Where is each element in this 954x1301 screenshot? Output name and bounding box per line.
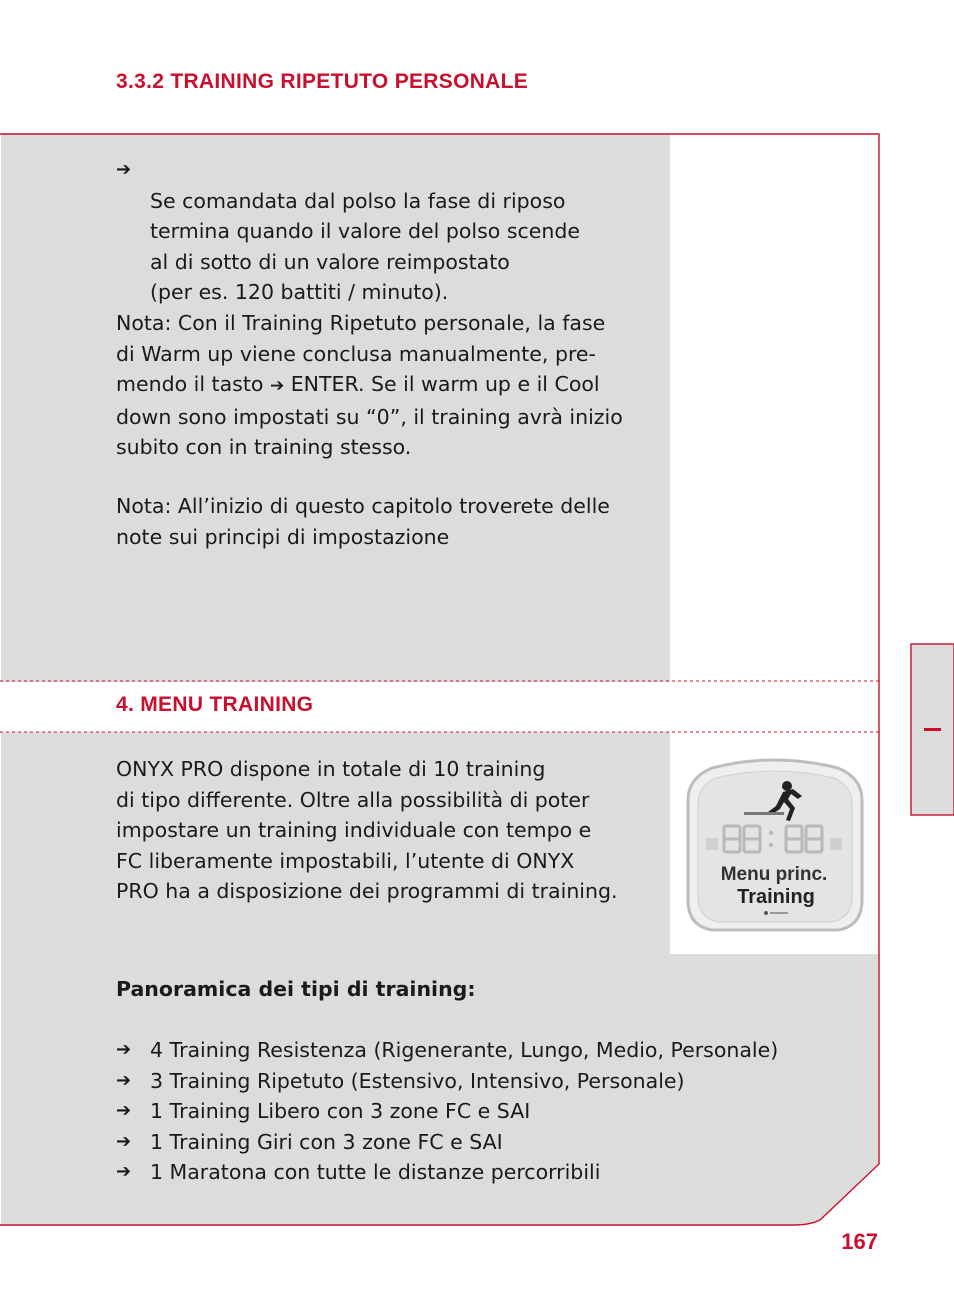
watch-display [688,760,862,930]
list-item [116,1157,778,1188]
list-item-text: 4 Training Resistenza (Rigenerante, Lungo, Medio, Personale) [150,1038,779,1062]
list-item-text: 1 Maratona con tutte le distanze percorribili [150,1160,601,1185]
arrow-right-icon: ➔ [116,1100,132,1122]
arrow-right-icon: ➔ [116,1130,132,1152]
list-item [116,155,580,308]
page-number: 167 [841,1229,878,1254]
section-title-training-ripetuto: 3.3.2 TRAINING RIPETUTO PERSONALE [116,70,529,93]
menu-training-intro: ONYX PRO dispone in totale di 10 training di tipo differente. Oltre alla possibilità di poter impostare un training individuale con tempo e FC liberamente impostabili, l’utente di ONYX PRO ha a disposizione dei programmi di training. [116,757,618,904]
note-chapter-start: Nota: All’inizio di questo capitolo troverete delle note sui principi di impostazione [116,494,610,549]
list-item [116,1096,778,1127]
display-line-1: Menu princ. [720,864,828,885]
note-warm-up-text-2: ENTER. Se il warm up e il Cool down sono impostati su “0”, il training avrà inizio subito con in training stesso. [116,372,623,460]
display-line-2: Training [737,886,815,908]
list-item-text: 1 Training Giri con 3 zone FC e SAI [150,1129,503,1154]
arrow-right-icon: ➔ [116,1039,132,1060]
arrow-right-icon: ➔ [269,376,285,397]
section-title-menu-training: 4. MENU TRAINING [116,693,314,716]
arrow-right-icon: ➔ [116,1161,132,1183]
bullet-text: Se comandata dal polso la fase di riposo termina quando il valore del polso scende al di sotto di un valore reimpostato (per es. 120 battiti / minuto). [150,188,581,305]
overview-list [116,1035,778,1188]
note-warm-up [116,308,623,463]
list-item [116,1127,778,1158]
list-item-text: 1 Training Libero con 3 zone FC e SAI [150,1099,531,1124]
list-item [116,1035,778,1066]
chapter-tab-marker [924,728,941,731]
arrow-right-icon: ➔ [116,1069,132,1091]
arrow-right-icon: ➔ [116,159,132,180]
note-warm-up-text-1: Nota: Con il Training Ripetuto personale, la fase di Warm up viene conclusa manualmente, pre- mendo il tasto [116,311,606,397]
list-item [116,1066,778,1097]
section-1-bullets [116,155,580,308]
overview-heading: Panoramica dei tipi di training: [116,977,476,1001]
list-item-text: 3 Training Ripetuto (Estensivo, Intensivo, Personale) [150,1068,685,1093]
